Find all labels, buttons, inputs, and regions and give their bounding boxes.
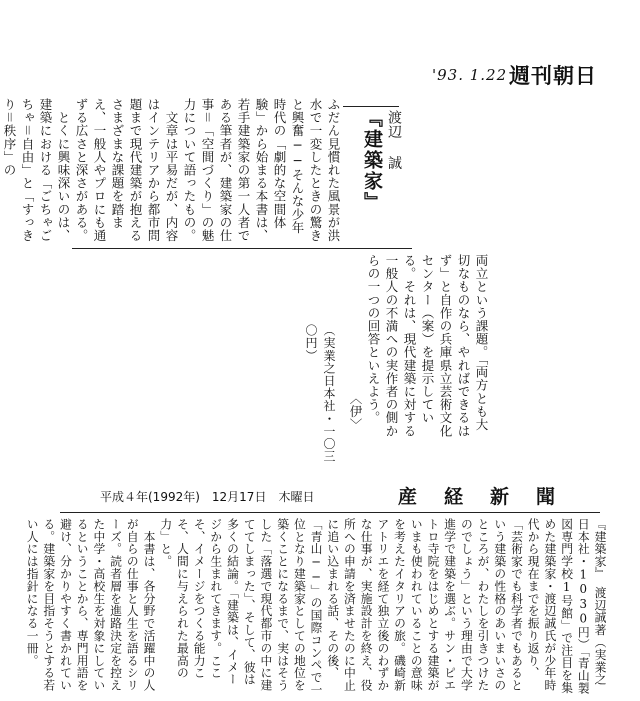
magazine-masthead: 週刊朝日 <box>509 64 597 88</box>
bottom-body: 『建築家』 渡辺誠著（実業之日本社・1030円）「青山製図専門学校1号館」で注目を集めた建築家・渡辺誠氏が少年時代から現在までを振り返り、「芸術家でも科学者でもあるという建築の性格のあいまいさのところが、わたしを引きつけたのでしょう」という理由で大学進学で建築を選ぶ。サン・ピエトロ寺院をはじめとする建築がいまも使われていることの意味を考えたイタリアの旅。磯崎新アトリエを経て独立後のわずかな仕事が、実施設計を終え、役所への申請を済ませたのに中止に追い込まれる話、その後、「青山──」の国際コンペで一位となり建築家としての地位を築くことになるまで、実はそうした「落選で現代都市の中に建ててしまった」、そして、彼は多くの結論。「建築は、イメージから生まれてきます。ここそ、イメージをつくる能力こそ、人間に与えられた最高の力」と。 本書は、各分野で活躍中の人が自らの仕事と人生を語るシリーズ。読者層を進路決定を控えた中学・高校生を対象にしているということから、専門用語を避け、分かりやすく書かれている。建築家を目指そうとする若い人には指針になる一冊。 <box>25 518 607 696</box>
publication-date: '93. 1.22 <box>432 66 508 84</box>
top-body-lead: ふだん見慣れた風景が洪水で一変したときの驚きと興奮──そんな少年時代の「劇的な空間体験」から始まる本書は、若手建築家の第一人者である筆者が、建築家の仕事＝「空間づくり」の魅力について語ったもの。 文章は平易だが、内容はインテリアから都市問題まで現代建築が抱えるさまざまな課題を踏まえ、一般人やプロにも通ずる広さと深さがある。 とくに興味深いのは、建築における「ごちゃごちゃ＝自由」と「すっきり＝秩序」の <box>2 98 341 243</box>
title-block <box>343 88 407 248</box>
bottom-clipping <box>0 470 640 701</box>
publisher-info: （実業之日本社・一〇三〇円） <box>304 324 336 463</box>
top-body-tail: 両立という課題。「両方とも大切なものなら、やればできるはず」と自作の兵庫県立芸術文化センター（案）を提示している。それは、現代建築に対する一般人の不満への実作者の側からの一つの回答といえよう。 〈伊〉 <box>348 254 489 438</box>
title-bracket-top <box>343 106 399 107</box>
author-name: 渡辺 誠 <box>386 110 402 171</box>
section-rule <box>72 248 412 249</box>
newspaper-date: 平成４年(1992年) 12月17日 木曜日 <box>100 490 315 504</box>
book-title: 『建築家』 <box>361 108 383 213</box>
newspaper-masthead: 産 経 新 聞 <box>398 486 560 508</box>
masthead-rule <box>60 512 600 513</box>
